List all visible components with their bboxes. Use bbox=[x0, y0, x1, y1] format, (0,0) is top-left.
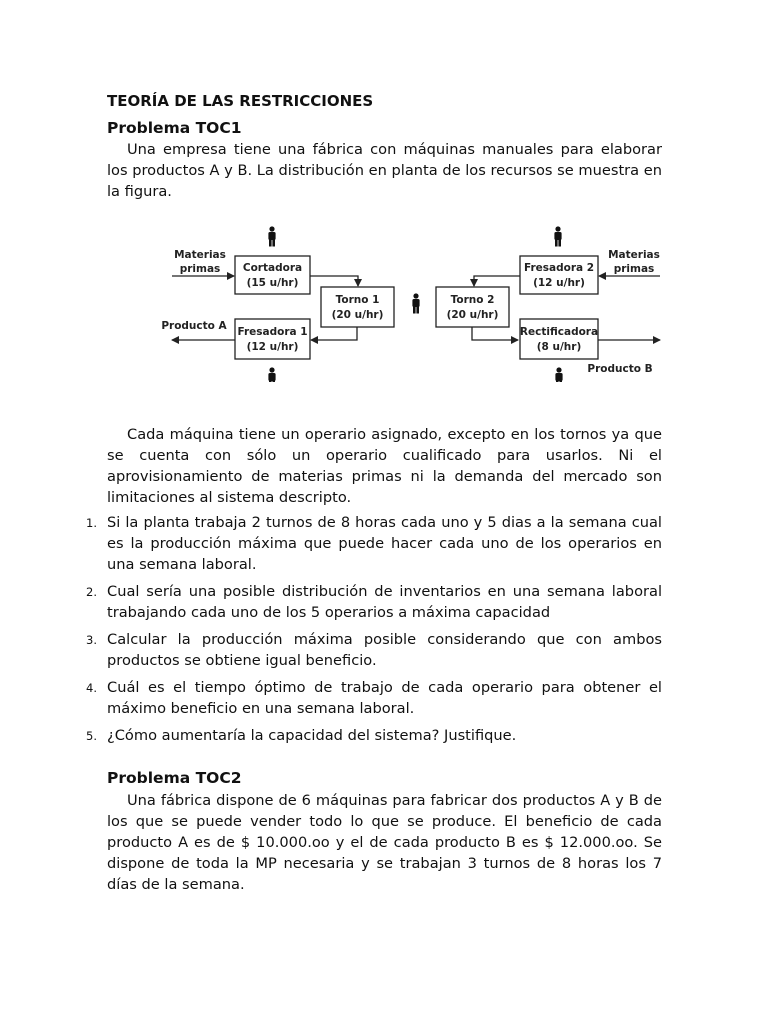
question-text: ¿Cómo aumentaría la capacidad del sistema? Justifique. bbox=[107, 727, 517, 744]
question-number: 2. bbox=[86, 585, 97, 599]
torno2-to-rectificadora-arrow bbox=[472, 327, 518, 340]
cortadora-rate: (15 u/hr) bbox=[246, 277, 299, 289]
cortadora-operator-icon bbox=[268, 226, 275, 246]
toc2-paragraph bbox=[107, 790, 662, 895]
torno1-name: Torno 1 bbox=[335, 294, 380, 306]
cortadora-to-torno1-arrow bbox=[310, 276, 358, 286]
raw-materials-left-label-2: primas bbox=[179, 263, 221, 275]
question-item bbox=[80, 677, 662, 719]
toc1-intro-paragraph bbox=[107, 139, 662, 202]
torno2-box bbox=[436, 287, 509, 327]
question-number: 1. bbox=[86, 516, 97, 530]
torno1-box bbox=[321, 287, 394, 327]
fresadora2-name: Fresadora 2 bbox=[523, 262, 595, 274]
torno2-rate: (20 u/hr) bbox=[446, 309, 499, 321]
question-number: 5. bbox=[86, 729, 97, 743]
page-title: TEORÍA DE LAS RESTRICCIONES bbox=[107, 92, 374, 110]
question-text: Cuál es el tiempo óptimo de trabajo de cada operario para obtener el máximo beneficio en una semana laboral. bbox=[107, 679, 662, 717]
toc1-intro-text: Una empresa tiene una fábrica con máquinas manuales para elaborar los productos A y B. La distribución en planta de los recursos se muestra en la figura. bbox=[107, 141, 662, 200]
fresadora2-operator-icon bbox=[554, 226, 561, 246]
question-item bbox=[80, 512, 662, 575]
problem-toc2-heading: Problema TOC2 bbox=[107, 769, 242, 787]
toc1-question-list bbox=[80, 512, 662, 746]
question-item bbox=[80, 581, 662, 623]
cortadora-name: Cortadora bbox=[242, 262, 303, 274]
question-text: Si la planta trabaja 2 turnos de 8 horas cada uno y 5 dias a la semana cual es la producción máxima que puede hacer cada uno de los operarios en una semana laboral. bbox=[107, 514, 662, 573]
question-text: Cual sería una posible distribución de inventarios en una semana laboral trabajando cada uno de los 5 operarios a máxima capacidad bbox=[107, 583, 662, 621]
rectificadora-operator-icon bbox=[555, 367, 562, 382]
question-number: 4. bbox=[86, 681, 97, 695]
problem-toc1-heading: Problema TOC1 bbox=[107, 119, 242, 137]
toc2-text: Una fábrica dispone de 6 máquinas para fabricar dos productos A y B de los que se puede vender todo lo que se produce. El beneficio de cada producto A es de $ 10.000.oo y el de cada producto B es $ 12.000.oo. Se dispone de toda la MP necesaria y se trabajan 3 turnos de 8 horas los 7 días de la semana. bbox=[107, 792, 662, 893]
toc1-context-text: Cada máquina tiene un operario asignado, excepto en los tornos ya que se cuenta con sólo un operario cualificado para usarlos. Ni el aprovisionamiento de materias primas ni la demanda del mercado son limitaciones al sistema descripto. bbox=[107, 426, 662, 506]
plant-layout-diagram bbox=[160, 222, 670, 382]
fresadora2-to-torno2-arrow bbox=[474, 276, 520, 286]
rectificadora-name: Rectificadora bbox=[519, 326, 599, 338]
torno1-rate: (20 u/hr) bbox=[331, 309, 384, 321]
producto-b-label: Producto B bbox=[587, 363, 653, 375]
raw-materials-right-label-2: primas bbox=[613, 263, 655, 275]
question-text: Calcular la producción máxima posible considerando que con ambos productos se obtiene igual beneficio. bbox=[107, 631, 662, 669]
torno-operator-icon bbox=[412, 293, 419, 313]
fresadora2-rate: (12 u/hr) bbox=[533, 277, 585, 289]
rectificadora-box bbox=[520, 319, 598, 359]
raw-materials-right-label-1: Materias bbox=[608, 249, 660, 261]
question-number: 3. bbox=[86, 633, 97, 647]
torno1-to-fresadora1-arrow bbox=[311, 327, 357, 340]
fresadora1-operator-icon bbox=[268, 367, 275, 382]
fresadora1-name: Fresadora 1 bbox=[237, 326, 308, 338]
question-item bbox=[80, 629, 662, 671]
fresadora1-box bbox=[235, 319, 310, 359]
producto-a-label: Producto A bbox=[161, 320, 227, 332]
question-item bbox=[80, 725, 662, 746]
raw-materials-left-label-1: Materias bbox=[174, 249, 226, 261]
torno2-name: Torno 2 bbox=[450, 294, 495, 306]
toc1-context-paragraph bbox=[107, 424, 662, 508]
fresadora1-rate: (12 u/hr) bbox=[246, 341, 299, 353]
rectificadora-rate: (8 u/hr) bbox=[536, 341, 582, 353]
